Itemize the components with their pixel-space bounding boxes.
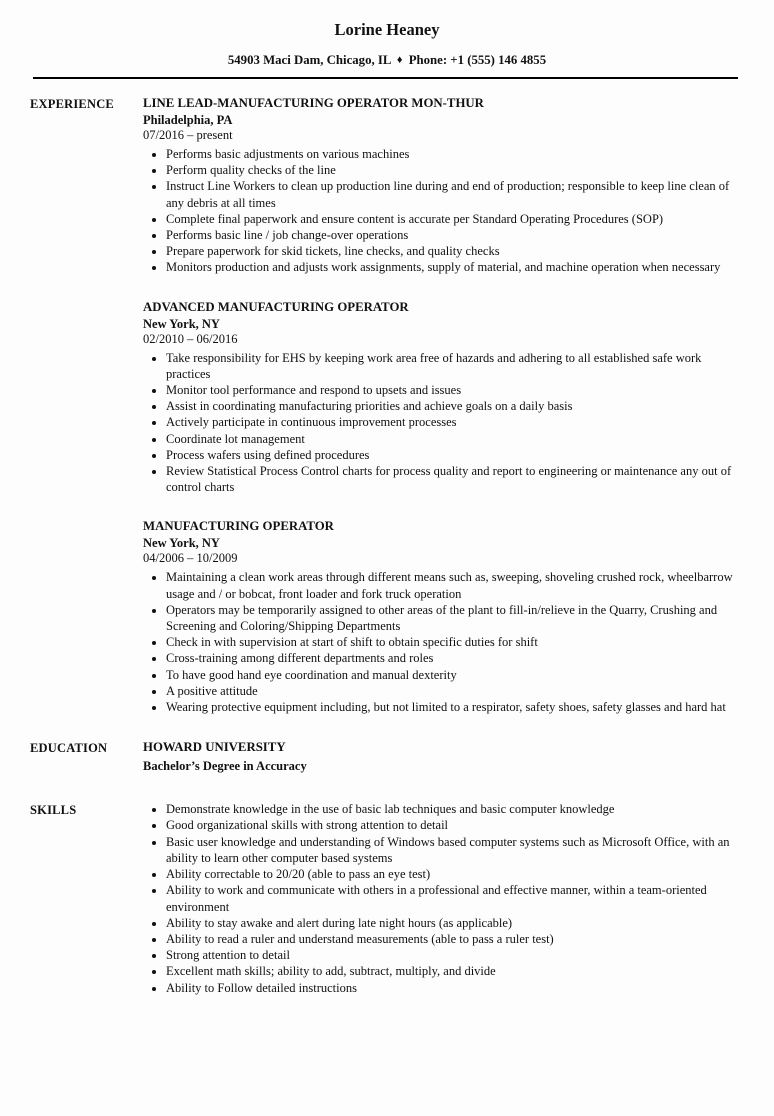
bullet-item: • Operators may be temporarily assigned to other areas of the plant to fill-in/relieve in the Quarry, Crushing and Screening and Coloring/Shipping Departments	[166, 602, 737, 634]
bullet-item: • Demonstrate knowledge in the use of basic lab techniques and basic computer knowledge	[166, 801, 737, 817]
bullet-item: • Coordinate lot management	[166, 431, 737, 447]
bullet-item: • Performs basic line / job change-over operations	[166, 227, 737, 243]
bullet-item: • Ability to read a ruler and understand measurements (able to pass a ruler test)	[166, 931, 737, 947]
school-name: HOWARD UNIVERSITY	[143, 740, 286, 755]
bullet-item: • Maintaining a clean work areas through different means such as, sweeping, shoveling crushed rock, wheelbarrow usage and / or bobcat, front loader and fork truck operation	[166, 569, 737, 601]
bullet-item: • Ability to work and communicate with others in a professional and effective manner, within a team-oriented environment	[166, 882, 737, 914]
job-bullets	[143, 350, 737, 496]
skills-list	[143, 801, 737, 995]
job-location: New York, NY	[143, 536, 220, 551]
resume-header	[0, 20, 774, 79]
job-bullets	[143, 146, 737, 276]
bullet-item: • Check in with supervision at start of shift to obtain specific duties for shift	[166, 634, 737, 650]
bullet-item: • Ability to stay awake and alert during late night hours (as applicable)	[166, 915, 737, 931]
bullet-item: • Basic user knowledge and understanding of Windows based computer systems such as Microsoft Office, with an ability to learn other computer based systems	[166, 834, 737, 866]
bullet-item: • Excellent math skills; ability to add, subtract, multiply, and divide	[166, 963, 737, 979]
bullet-item: • Strong attention to detail	[166, 947, 737, 963]
job-location: New York, NY	[143, 316, 220, 331]
contact-phone: Phone: +1 (555) 146 4855	[408, 53, 547, 67]
bullet-item: • Monitor tool performance and respond to upsets and issues	[166, 382, 737, 398]
bullet-item: • Review Statistical Process Control charts for process quality and report to engineering or maintenance any out of control charts	[166, 463, 737, 495]
bullet-item: • Actively participate in continuous improvement processes	[166, 414, 737, 430]
person-name: Lorine Heaney	[334, 20, 440, 39]
bullet-item: • Cross-training among different departments and roles	[166, 650, 737, 666]
job-dates: 02/2010 – 06/2016	[143, 331, 238, 346]
bullet-item: • Good organizational skills with strong attention to detail	[166, 817, 737, 833]
section-label-experience: EXPERIENCE	[30, 97, 114, 111]
bullet-item: • Assist in coordinating manufacturing priorities and achieve goals on a daily basis	[166, 398, 737, 414]
education-content	[143, 739, 737, 775]
degree-name: Bachelor’s Degree in Accuracy	[143, 759, 307, 774]
job-entry	[143, 518, 737, 715]
bullet-item: • Take responsibility for EHS by keeping work area free of hazards and adhering to all established safe work practices	[166, 350, 737, 382]
bullet-item: • Prepare paperwork for skid tickets, line checks, and quality checks	[166, 243, 737, 259]
job-title: ADVANCED MANUFACTURING OPERATOR	[143, 299, 409, 314]
bullet-item: • Ability correctable to 20/20 (able to pass an eye test)	[166, 866, 737, 882]
bullet-item: • Perform quality checks of the line	[166, 162, 737, 178]
section-label-education: EDUCATION	[30, 741, 108, 756]
bullet-item: • Monitors production and adjusts work assignments, supply of material, and machine operation when necessary	[166, 259, 737, 275]
bullet-item: • Performs basic adjustments on various machines	[166, 146, 737, 162]
contact-line	[0, 53, 774, 68]
contact-address: 54903 Maci Dam, Chicago, IL	[227, 53, 391, 67]
experience-jobs	[143, 95, 737, 715]
skills-content	[143, 801, 737, 995]
job-dates: 07/2016 – present	[143, 128, 233, 142]
job-location: Philadelphia, PA	[143, 113, 233, 127]
header-divider	[33, 77, 738, 79]
section-education	[0, 739, 774, 775]
job-bullets	[143, 569, 737, 715]
job-dates: 04/2006 – 10/2009	[143, 551, 238, 566]
bullet-item: • Complete final paperwork and ensure content is accurate per Standard Operating Procedures (SOP)	[166, 211, 737, 227]
section-skills	[0, 801, 774, 995]
section-experience	[0, 95, 774, 715]
job-entry	[143, 95, 737, 276]
bullet-item: • Ability to Follow detailed instructions	[166, 980, 737, 996]
job-title: LINE LEAD-MANUFACTURING OPERATOR MON-THUR	[143, 96, 484, 110]
diamond-separator-icon: ♦	[396, 54, 403, 66]
bullet-item: • Wearing protective equipment including, but not limited to a respirator, safety shoes, safety glasses and hard hat	[166, 699, 737, 715]
bullet-item: • Process wafers using defined procedures	[166, 447, 737, 463]
job-title: MANUFACTURING OPERATOR	[143, 519, 334, 534]
bullet-item: • Instruct Line Workers to clean up production line during and end of production; responsible to keep line clean of any debris at all times	[166, 178, 737, 210]
section-label-skills: SKILLS	[30, 803, 77, 818]
bullet-item: • A positive attitude	[166, 683, 737, 699]
job-entry	[143, 299, 737, 496]
bullet-item: • To have good hand eye coordination and manual dexterity	[166, 667, 737, 683]
